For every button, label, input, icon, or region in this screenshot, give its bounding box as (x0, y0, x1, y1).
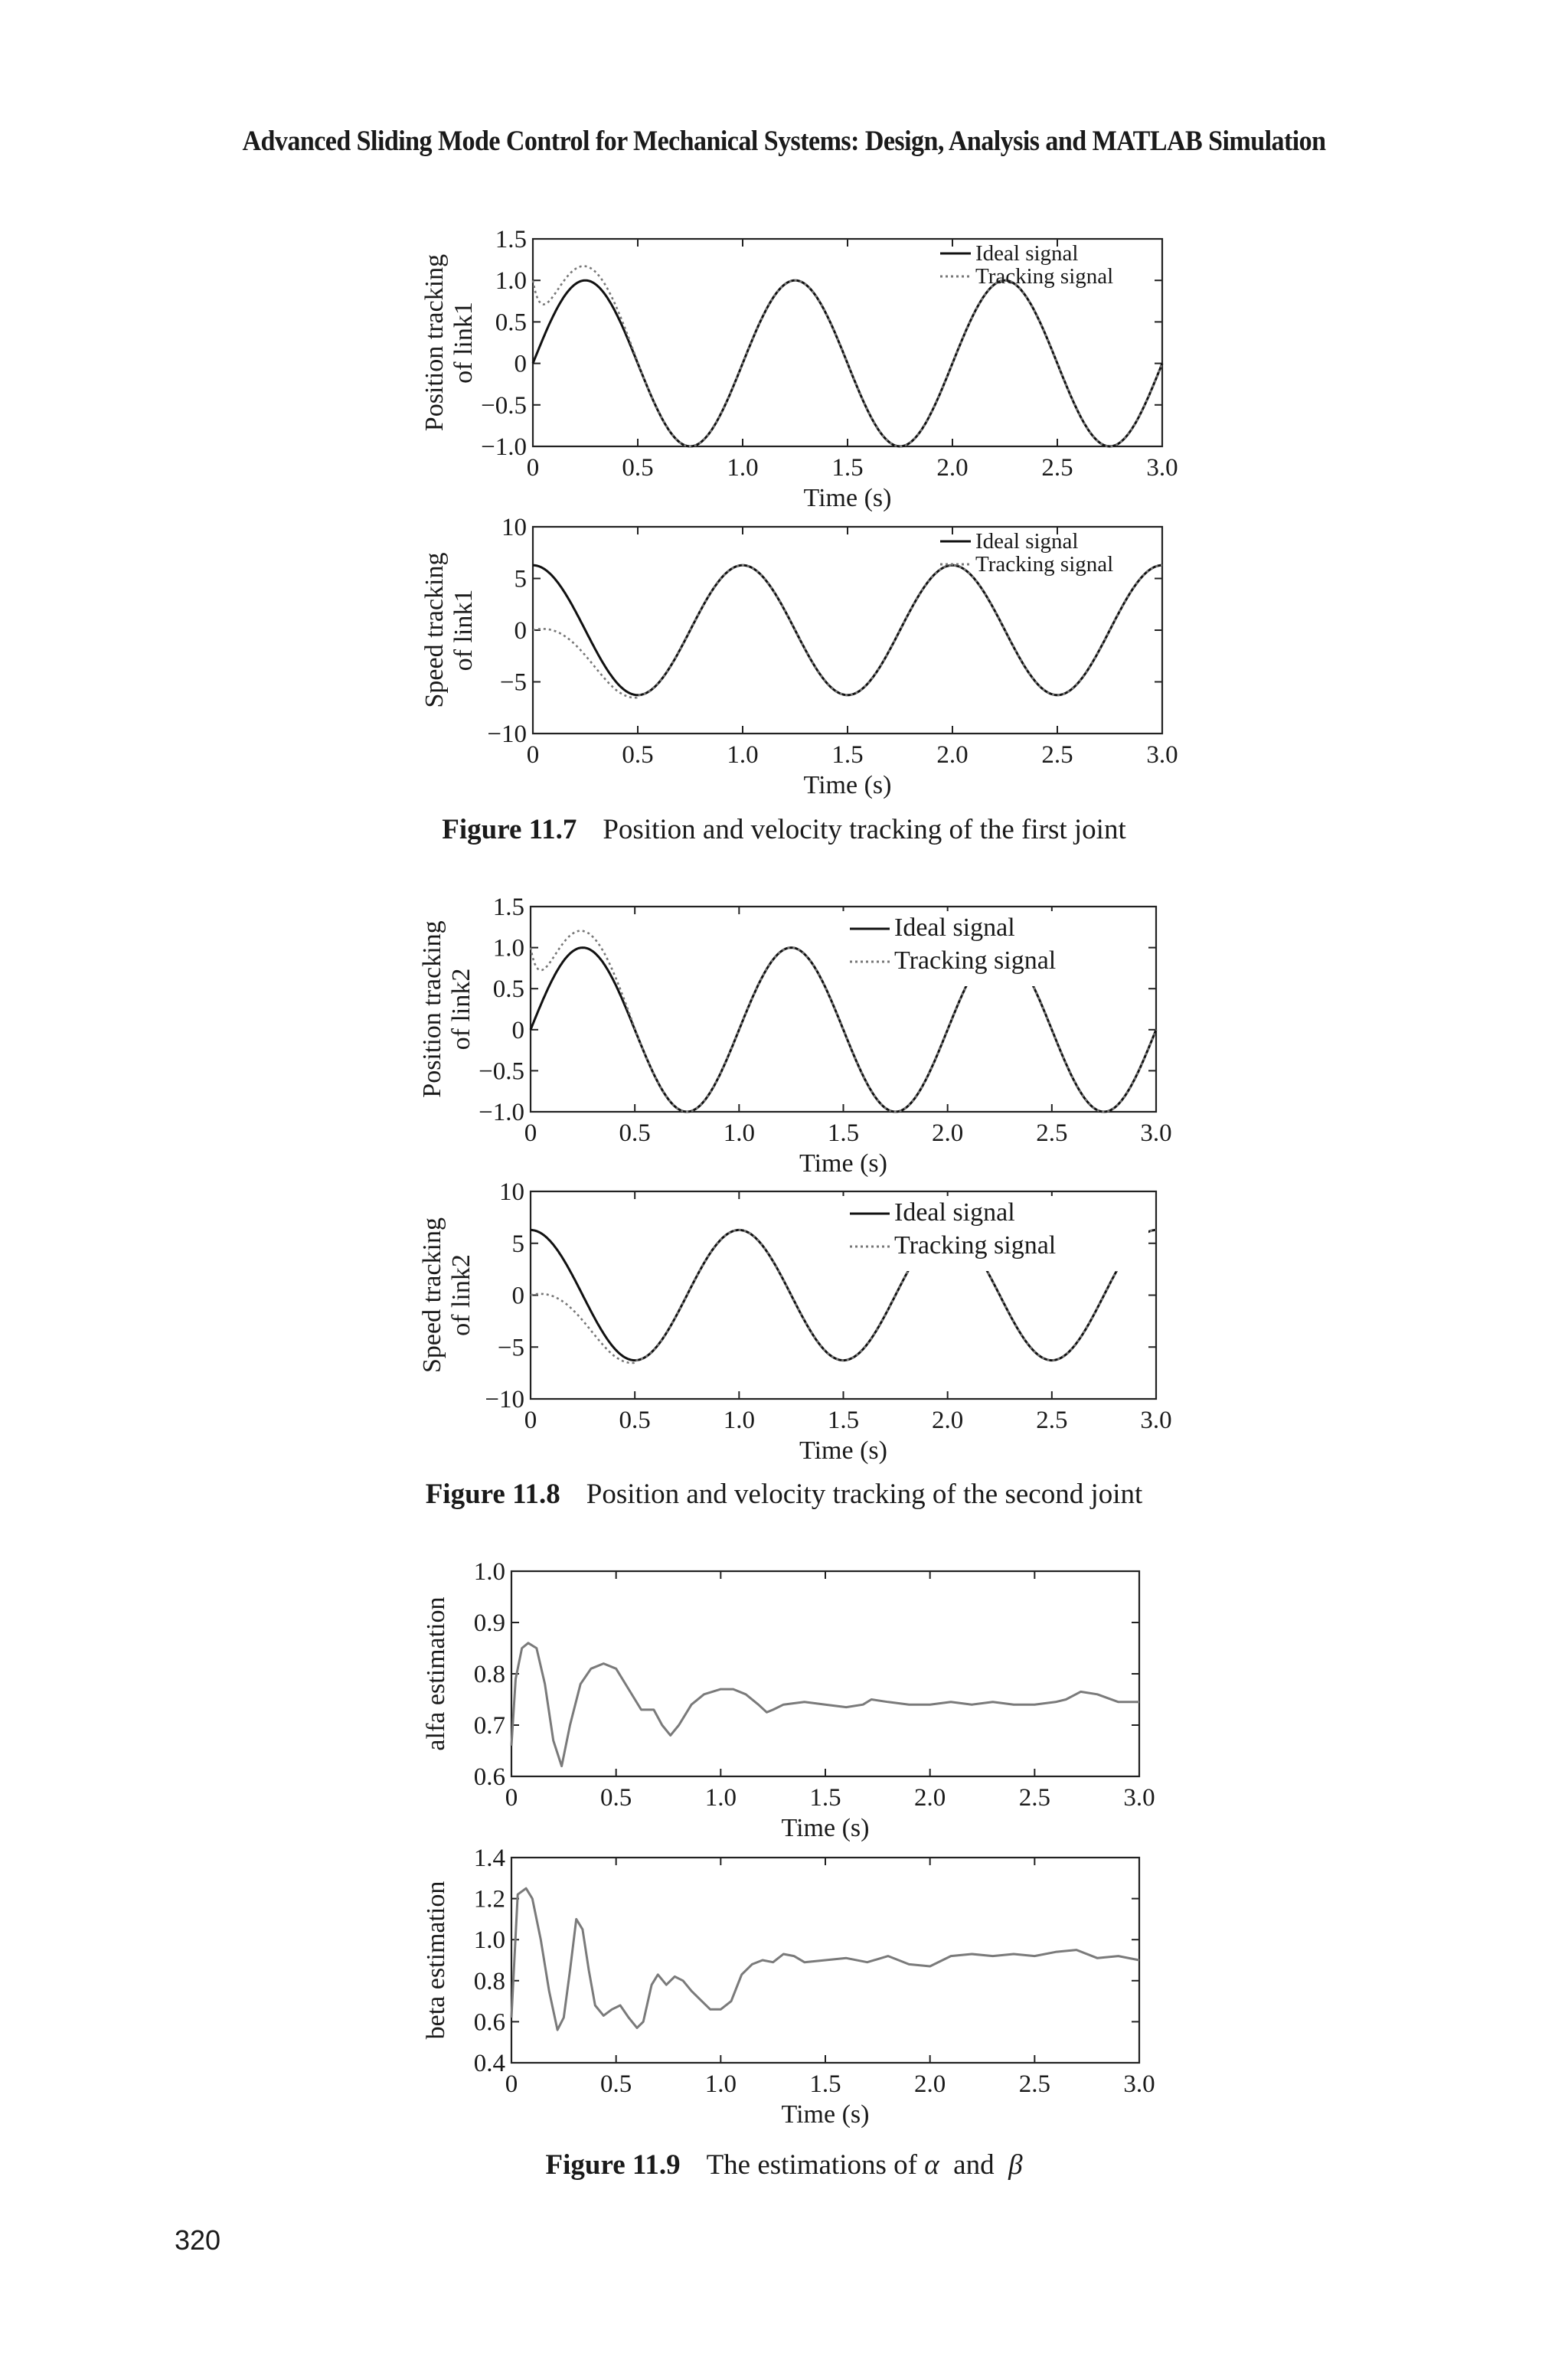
y-tick-label: 1.0 (492, 934, 524, 962)
y-tick-label: 0 (514, 350, 527, 378)
y-axis-label: of link1 (449, 302, 478, 384)
figure-number: Figure 11.7 (442, 814, 577, 845)
x-tick-label: 2.0 (936, 741, 969, 769)
y-axis-label: of link2 (447, 1254, 475, 1336)
x-tick-label: 0.5 (622, 741, 654, 769)
y-tick-label: −1.0 (481, 433, 527, 461)
y-tick-label: 0.5 (492, 975, 524, 1004)
series-line-secondary (533, 565, 1162, 698)
y-tick-label: 0.8 (473, 1661, 505, 1688)
y-tick-label: 0 (511, 1282, 524, 1310)
y-axis-label: beta estimation (422, 1881, 450, 2040)
x-tick-label: 3.0 (1123, 2070, 1155, 2098)
legend-label: Tracking signal (894, 1231, 1057, 1260)
legend-label: Ideal signal (975, 241, 1079, 266)
legend-label: Ideal signal (894, 913, 1015, 942)
x-tick-label: 1.5 (827, 1119, 860, 1147)
x-tick-label: 0.5 (619, 1119, 651, 1147)
legend-label: Tracking signal (975, 552, 1114, 577)
x-tick-label: 2.5 (1018, 2070, 1050, 2098)
x-tick-label: 1.5 (831, 741, 864, 769)
page-number: 320 (175, 2224, 221, 2256)
and-word: and (953, 2149, 995, 2181)
chart-beta-estimation (422, 1845, 1155, 2129)
x-tick-label: 0 (526, 741, 540, 769)
x-tick-label: 2.0 (914, 1784, 946, 1812)
x-tick-label: 3.0 (1140, 1119, 1172, 1147)
x-tick-label: 2.0 (914, 2070, 946, 2098)
figure-caption-text: Position and velocity tracking of the second joint (586, 1479, 1143, 1510)
y-tick-label: 0.9 (473, 1609, 505, 1637)
running-header: Advanced Sliding Mode Control for Mechanical Systems: Design, Analysis and MATLAB Simulation (242, 126, 1326, 157)
x-axis-label: Time (s) (799, 1436, 887, 1465)
y-tick-label: 1.0 (473, 1558, 505, 1586)
x-axis-label: Time (s) (803, 484, 892, 512)
legend-label: Ideal signal (975, 529, 1079, 554)
y-axis-label: alfa estimation (422, 1596, 450, 1751)
x-tick-label: 0.5 (600, 1784, 632, 1812)
y-axis-label: Position tracking (420, 253, 449, 432)
y-tick-label: 0 (514, 617, 527, 645)
y-tick-label: 0.8 (473, 1967, 505, 1995)
y-tick-label: 0.6 (473, 1763, 505, 1791)
x-tick-label: 3.0 (1140, 1407, 1172, 1434)
x-tick-label: 1.0 (723, 1119, 755, 1147)
figure-caption-text: Position and velocity tracking of the first joint (603, 814, 1126, 845)
x-tick-label: 0.5 (619, 1407, 651, 1434)
chart-speed-link2 (418, 1178, 1172, 1465)
y-tick-label: 5 (511, 1230, 524, 1258)
x-tick-label: 0.5 (622, 454, 654, 482)
x-tick-label: 0 (524, 1119, 537, 1147)
x-tick-label: 2.0 (936, 454, 969, 482)
x-tick-label: 1.0 (727, 741, 759, 769)
x-axis-label: Time (s) (781, 2100, 870, 2129)
x-tick-label: 3.0 (1146, 454, 1178, 482)
y-axis-label: of link1 (449, 589, 478, 672)
x-tick-label: 1.0 (704, 1784, 737, 1812)
chart-alfa-estimation (422, 1558, 1155, 1842)
y-axis-label: Speed tracking (418, 1217, 446, 1373)
y-tick-label: 0 (511, 1016, 524, 1044)
y-tick-label: 0.4 (473, 2050, 505, 2077)
figure-11-8-caption (0, 1478, 1568, 1511)
figure-number: Figure 11.8 (425, 1479, 560, 1510)
series-line-secondary (533, 266, 1162, 446)
figure-number: Figure 11.9 (545, 2149, 681, 2181)
x-tick-label: 1.5 (809, 2070, 841, 2098)
alpha-symbol: α (924, 2149, 939, 2181)
y-axis-label: of link2 (447, 968, 475, 1051)
y-tick-label: 10 (501, 514, 527, 541)
x-tick-label: 1.5 (827, 1407, 860, 1434)
x-tick-label: 2.5 (1036, 1407, 1068, 1434)
y-tick-label: 0.7 (473, 1712, 505, 1740)
y-tick-label: 10 (499, 1178, 524, 1206)
plot-frame (511, 1571, 1139, 1776)
y-axis-label: Speed tracking (420, 552, 449, 708)
y-tick-label: −5 (497, 1334, 524, 1362)
chart-position-link1 (420, 226, 1178, 512)
y-tick-label: 5 (514, 565, 527, 593)
x-tick-label: 2.0 (932, 1119, 964, 1147)
y-tick-label: 1.2 (473, 1885, 505, 1913)
x-tick-label: 2.5 (1041, 454, 1073, 482)
x-axis-label: Time (s) (781, 1814, 870, 1842)
y-tick-label: −1.0 (479, 1099, 524, 1126)
x-tick-label: 0 (505, 2070, 518, 2098)
series-line-primary (511, 1888, 1139, 2030)
x-tick-label: 3.0 (1146, 741, 1178, 769)
y-axis-label: Position tracking (418, 920, 446, 1098)
y-tick-label: 1.0 (473, 1926, 505, 1955)
figure-11-9-caption (0, 2149, 1568, 2181)
x-tick-label: 0 (505, 1784, 518, 1812)
x-tick-label: 1.0 (704, 2070, 737, 2098)
x-tick-label: 1.0 (723, 1407, 755, 1434)
y-tick-label: −0.5 (481, 391, 527, 420)
legend-label: Tracking signal (894, 946, 1057, 975)
y-tick-label: 0.6 (473, 2008, 505, 2037)
figure-11-7-caption (0, 813, 1568, 846)
legend-label: Tracking signal (975, 264, 1114, 289)
x-tick-label: 0.5 (600, 2070, 632, 2098)
beta-symbol: β (1008, 2149, 1023, 2181)
chart-position-link2 (418, 894, 1172, 1178)
x-tick-label: 0 (524, 1407, 537, 1434)
figure-caption-text: The estimations of (706, 2149, 917, 2181)
y-tick-label: 0.5 (495, 309, 527, 337)
y-tick-label: −5 (499, 668, 527, 697)
x-tick-label: 2.5 (1041, 741, 1073, 769)
series-line-primary (533, 565, 1162, 695)
y-tick-label: 1.0 (495, 267, 527, 296)
y-tick-label: 1.4 (473, 1845, 505, 1872)
chart-speed-link1 (420, 514, 1178, 799)
x-tick-label: 1.0 (727, 454, 759, 482)
legend-label: Ideal signal (894, 1198, 1015, 1227)
y-tick-label: 1.5 (492, 894, 524, 921)
x-axis-label: Time (s) (799, 1149, 887, 1178)
x-tick-label: 3.0 (1123, 1784, 1155, 1812)
x-tick-label: 1.5 (809, 1784, 841, 1812)
x-tick-label: 2.5 (1036, 1119, 1068, 1147)
series-line-primary (511, 1643, 1139, 1766)
x-tick-label: 1.5 (831, 454, 864, 482)
x-tick-label: 2.5 (1018, 1784, 1050, 1812)
y-tick-label: −0.5 (479, 1057, 524, 1086)
y-tick-label: 1.5 (495, 226, 527, 253)
y-tick-label: −10 (487, 721, 527, 748)
x-axis-label: Time (s) (803, 771, 892, 799)
x-tick-label: 0 (526, 454, 540, 482)
y-tick-label: −10 (485, 1386, 524, 1413)
x-tick-label: 2.0 (932, 1407, 964, 1434)
